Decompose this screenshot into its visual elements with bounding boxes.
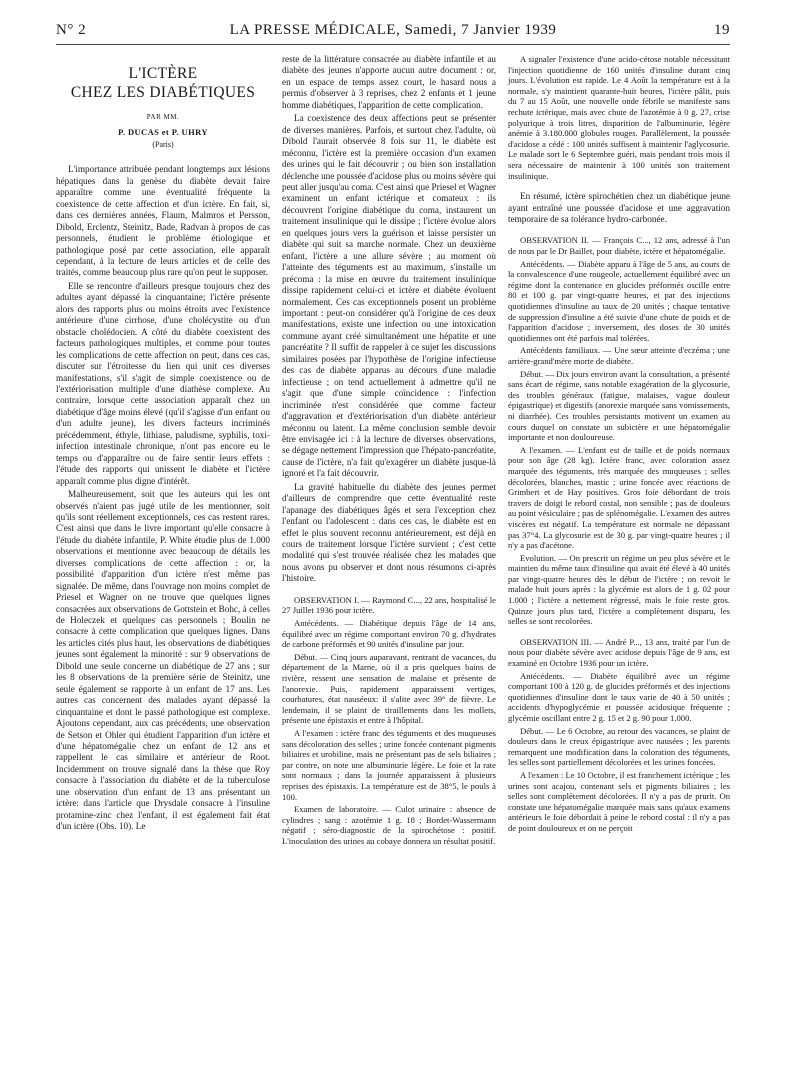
observation-heading: OBSERVATION I. — Raymond C..., 22 ans, hospitalisé le 27 Juillet 1936 pour ictère. xyxy=(282,594,496,616)
paragraph: Antécédents. — Diabète équilibré avec un régime comportant 100 à 120 g. de glucides préformés et des injections quotidiennes d'insuline dont le taux varie de 40 à 50 unités ; accidents d'hypoglycémie et poussée acidosique fréquente ; glycémie oscillant entre 2 g. 15 et 2 g. 90 pour 1.000. xyxy=(508,670,730,724)
paragraph: Antécédents familiaux. — Une sœur atteinte d'eczéma ; une arrière-grand'mère morte de diabète. xyxy=(508,345,730,367)
paragraph: En résumé, ictère spirochétien chez un diabétique jeune ayant entraîné une poussée d'acidose et une aggravation temporaire de sa tolérance hydro-carbonée. xyxy=(508,191,730,225)
observation-heading: OBSERVATION III. — André P..., 13 ans, traité par l'un de nous pour diabète sévère avec acidose depuis l'âge de 9 ans, est examiné en Octobre 1936 pour un ictère. xyxy=(508,636,730,669)
paragraph: Début. — Dix jours environ avant la consultation, a présenté sans écart de régime, sans notable exagération de la glycosurie, des troubles généraux (fatigue, malaises, vague douleur épigastrique) et digestifs (anorexie marquée sans vomissements, ni diarrhée). Ces troubles persistants motivent un examen au cours duquel on constate un subictère et une hépatomégalie importante et non douloureuse. xyxy=(508,368,730,443)
header-rule xyxy=(56,44,730,45)
paragraph: Début. — Cinq jours auparavant, rentrant de vacances, du département de la Marne, où il a pris quelques bains de rivière, ressent une sensation de malaise et présente de l'anorexie. Puis, rapidement apparaissent vertiges, courbatures, état nauséeux: il s'alite avec 39° de fièvre. Le lendemain, il se plaint de tiraillements dans les mollets, présente une épistaxis et entre à l'hôpital. xyxy=(282,651,496,726)
title-line-2: CHEZ LES DIABÉTIQUES xyxy=(70,84,256,101)
byline-par: PAR MM. xyxy=(146,113,180,121)
journal-title: LA PRESSE MÉDICALE, Samedi, 7 Janvier 1939 xyxy=(229,22,557,38)
running-header xyxy=(56,22,730,42)
paragraph: Début. — Le 6 Octobre, au retour des vacances, se plaint de douleurs dans le creux épigastrique avec nausées ; les parents remarquent une modification dans la coloration des téguments, les selles sont partiellement décolorées et les urines foncées. xyxy=(508,725,730,768)
observation-heading: OBSERVATION II. — François C..., 12 ans, adressé à l'un de nous par le Dr Baillet, pour diabète, ictère et hépatomégalie. xyxy=(508,235,730,257)
title-line-1: L'ICTÈRE xyxy=(128,65,198,82)
paragraph: A l'examen : ictère franc des téguments et des muqueuses sans décoloration des selles ; urine foncée contenant pigments biliaires et urobiline, mais ne présentant pas de sels biliaires ; par contre, on note une albuminurie légère. Le foie et la rate sont normaux ; dans la journée apparaissent à plusieurs reprises des épistaxis. La température est de 38°5, le pouls à 100. xyxy=(282,727,496,802)
paragraph: L'importance attribuée pendant longtemps aux lésions hépatiques dans la genèse du diabète devait faire apparaître comme une éventualité fréquente la coexistence de cette affection et d'un ictère. En fait, si, dans ces dernières années, Flaum, Malmros et Persson, Dibold, Erclentz, Steinitz, Bade, Radvan à propos de cas personnels, étudient le problème étiologique et pathologique posé par cette association, elle apparaît cependant, à la lecture de leurs articles et de celle des traités, comme beaucoup plus rare qu'on peut le supposer. xyxy=(56,164,270,278)
column-2 xyxy=(282,54,496,847)
column-1 xyxy=(56,54,270,833)
paragraph: A signaler l'existence d'une acido-cétose notable nécessitant l'injection quotidienne de 160 unités d'insuline durant cinq jours. L'évolution est rapide. Le 4 Août la température est à la normale, s'y maintient quarante-huit heures, l'ictère pâlit, puis du 7 au 15 Août, une nouvelle onde fébrile se manifeste sans rechute ictérique, mais avec chute de l'azotémie à 0 g. 27, crise polyurique à trois litres, disparition de l'albuminurie, légère anémie à 3.180.000 globules rouges. Parallèlement, la poussée d'acidose a cédé : 100 unités suffisent à maintenir l'aglycosurie. Le malade sort le 6 Septembre guéri, mais pendant trois mois il sera nécessaire de maintenir à 100 unités son traitement insulinique. xyxy=(508,54,730,181)
column-3 xyxy=(508,54,730,834)
paragraph: Antécédents. — Diabète apparu à l'âge de 5 ans, au cours de la convalescence d'une rougeole, actuellement équilibré avec un régime dont la contenance en glucides préformés oscille entre 80 et 100 g. par vingt-quatre heures, et par des injections quotidiennes d'insuline au taux de 20 unités ; chaque tentative de suppression d'insuline a été suivie d'une chute de poids et de l'apparition d'acidose ; inversement, des doses de 30 unités quotidiennes ont été parfois mal tolérées. xyxy=(508,258,730,343)
paragraph: Malheureusement, soit que les auteurs qui les ont observés n'aient pas jugé utile de les mentionner, soit qu'ils sont réellement exceptionnels, ces cas restent rares. C'est ainsi que dans le livre important qu'elle consacre à l'étude du diabète infantile, P. White étudie plus de 1.000 observations et mentionne avec beaucoup de détails les diverses complications de cette affection : or, la possibilité d'apparition d'un ictère n'est même pas signalée. De même, dans l'ouvrage non moins complet de Priesel et Wagner on ne trouve que quelques lignes consacrées aux observations de Gottstein et Bohc, à celles de Holeczek et quelques cas personnels ; Boulin ne consacre à cette complication que quelques lignes. Dans les articles cités plus haut, les observations de diabétiques jeunes sont également la minorité : sur 9 observations de Dibold une seule concerne un diabétique de 27 ans ; sur les 8 observations de la première série de Steinitz, une seule également se rapporte à un enfant de 17 ans. Les autres cas concernent des malades ayant dépassé la cinquantaine et dont le passé pathologique est complexe. Ajoutons cependant, aux cas précédents, une observation de Setson et Ohler qui étudient l'apparition d'un ictère et d'une hépatomégalie chez un enfant de 12 ans et rappellent le cas similaire et antérieur de Root. Incidemment on trouve signalé dans la thèse que Roy consacre à l'association du diabète et de la tuberculose une observation d'un enfant de 13 ans présentant un ictère: dans l'article que Drysdale consacre à l'insuline protamine-zinc chez l'enfant, il est également fait état d'un ictère (Obs. 10). Le xyxy=(56,489,270,832)
paragraph: Examen de laboratoire. — Culot urinaire : absence de cylindres ; sang : azotémie 1 g. 18 ; Bordet-Wassermann négatif ; séro-diagnostic de la spirochétose : positif. L'inoculation des urines au cobaye donnera un résultat positif. xyxy=(282,804,496,846)
page-number: 19 xyxy=(714,22,730,38)
paragraph: reste de la littérature consacrée au diabète infantile et au diabète des jeunes n'apporte aucun autre document : or, en un espace de temps assez court, le hasard nous a permis d'observer à 3 reprises, chez 2 enfants et 1 jeune homme diabétiques, l'apparition de cette complication. xyxy=(282,54,496,110)
article-title xyxy=(56,64,270,102)
paragraph: Evolution. — On prescrit un régime un peu plus sévère et le maintien du même taux d'insuline qui avait été élevé à 40 unités par vingt-quatre heures dès le début de l'ictère ; on revoit le malade huit jours après : la glycémie est alors de 1 g. 02 pour 1.000 ; l'ictère a nettement régressé, mais le foie reste gros. Quinze jours plus tard, l'ictère a complètement disparu, les selles se sont recolorées. xyxy=(508,552,730,627)
paragraph: Elle se rencontre d'ailleurs presque toujours chez des adultes ayant dépassé la cinquantaine; l'ictère présente alors des rapports plus ou moins étroits avec l'existence antérieure d'une cirrhose, d'une cholécystite ou d'un obstacle cholédocien. A côté du diabète coexistent des facteurs pathologiques multiples, et comme pour toutes les complications de cette affection on peut, dans ces cas, discuter sur l'étroitesse du lien qui unit ces diverses manifestations, s'il s'agit de simple coexistence ou de l'extériorisation multiple d'une diathèse complexe. Au contraire, lorsque cette association apparaît chez un diabétique d'âge moins élevé (qu'il s'agisse d'un enfant ou d'un adulte jeune), les divers facteurs incriminés précédemment, éthyle, lithiase, paludisme, syphilis, toxi-infection intestinale chronique, n'ont pas encore eu le temps ou d'apparaître ou de faire sentir leurs effets : l'étude des rapports qui unissent le diabète et l'ictère apparaît comme plus digne d'intérêt. xyxy=(56,280,270,486)
paragraph: Antécédents. — Diabétique depuis l'âge de 14 ans, équilibré avec un régime comportant environ 70 g. d'hydrates de carbone préformés et 90 unités d'insuline par jour. xyxy=(282,618,496,650)
authors: P. DUCAS et P. UHRY xyxy=(118,127,208,138)
author-city: (Paris) xyxy=(152,139,174,149)
paragraph: La gravité habituelle du diabète des jeunes permet d'ailleurs de comprendre que cette éventualité reste l'apanage des diabétiques âgés et sera l'exception chez l'enfant ou l'adolescent : dans ces cas, le diabète est en effet le plus souvent reconnu antérieurement, est déjà en cours de traitement lorsque l'ictère survient ; c'est cette modalité qui s'est trouvée réalisée chez les malades que nous avons pu observer et dont nous résumons ci-après l'histoire. xyxy=(282,481,496,584)
paragraph: A l'examen : Le 10 Octobre, il est franchement ictérique ; les urines sont acajou, contenant sels et pigments biliaires ; les selles sont complètement décolorées. Il n'y a pas de prurit. On constate une hépatomégalie marquée mais sans qu'aux examens antérieurs le foie débordait à peine le rebord costal : il n'y a pas de point douloureux et on ne perçoit xyxy=(508,769,730,833)
paragraph: La coexistence des deux affections peut se présenter de diverses manières. Parfois, et surtout chez l'adulte, où Dibold l'aurait observée 8 fois sur 11, le diabète est méconnu, l'ictère est la première occasion d'un examen des urines qui le fait découvrir ; ou bien son installation déclenche une poussée d'acidose plus ou moins sévère qui peut aller jusqu'au coma. C'est ainsi que Priesel et Wagner examinent un enfant ictérique et comateux : ils découvrent l'origine diabétique du coma, instaurent un traitement insulinique qui le dissipe ; l'ictère évolue alors en quelques jours vers la guérison et laisse persister un diabète qui suit sa marche normale. Chez un deuxième enfant, l'ictère a une allure sévère ; au moment où l'atteinte des téguments est au maximum, s'installe un précoma : la mise en œuvre du traitement insulinique dissipe rapidement celui-ci et ictère et diabète évoluent normalement. Ces cas exceptionnels posent un problème important : peut-on considérer qu'à l'origine de ces deux manifestations, existe une infection ou une intoxication commune ayant créé simultanément une hépatite et une pancréatite ? Il suffit de rappeler à ce sujet les discussions similaires posées par l'hypothèse de l'origine infectieuse des cas de diabète apparus au décours d'une maladie infectieuse ; on tend actuellement à admettre qu'il ne s'agit que d'une simple coïncidence : l'infection incriminée n'est considérée que comme facteur d'aggravation et d'extériorisation d'un diabète antérieur méconnu ou latent. La même conclusion semble devoir être envisagée ici : à la lecture de diverses observations, se dégage nettement l'impression que l'hépato-pancréatite, cause de l'ictère, n'a fait qu'exagérer un diabète jusque-là ignoré et l'a fait découvrir. xyxy=(282,113,496,479)
issue-number: N° 2 xyxy=(56,22,87,38)
paragraph: A l'examen. — L'enfant est de taille et de poids normaux pour son âge (28 kg). Ictère franc, avec coloration assez marquée des téguments, très marquée des muqueuses ; selles décolorées, blanches, mastic ; urine foncée avec réactions de Grimbert et de Hay positives. Gros foie débordant de trois travers de doigt le rebord costal, non sensible ; pas de douleurs au point vésiculaire ; pas de splénomégalie. L'examen des autres viscères est négatif. La température est normale ne dépassant pas 37°4. La glycosurie est de 30 g. par vingt-quatre heures ; il n'y a pas d'acétone. xyxy=(508,444,730,551)
